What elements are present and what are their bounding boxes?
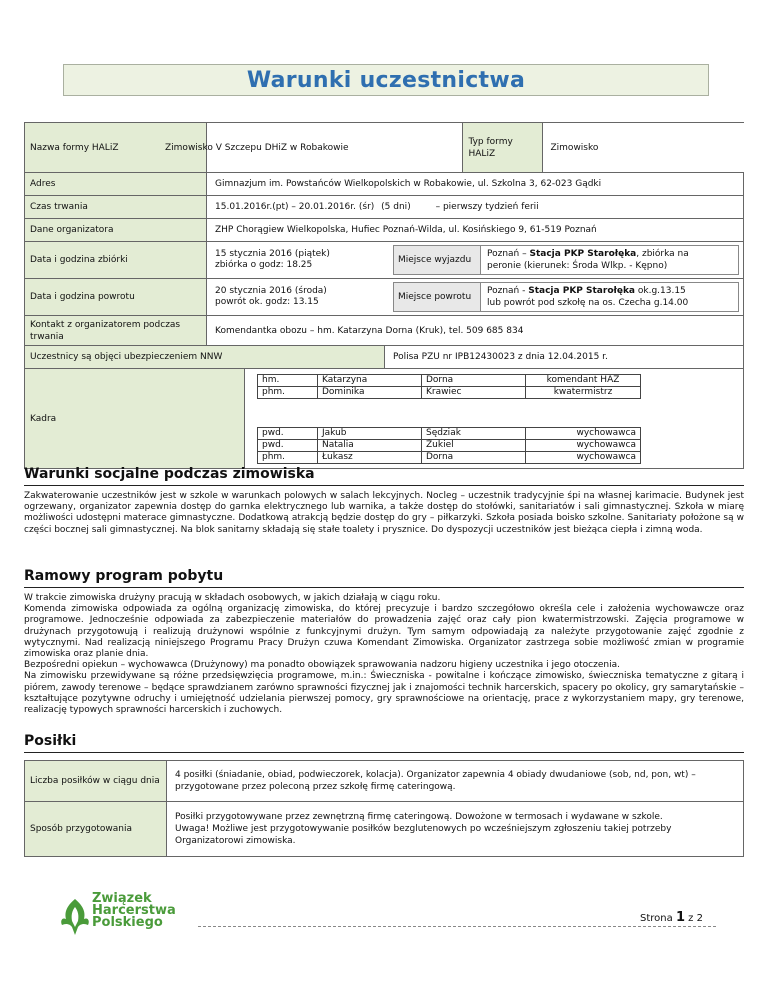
kadra-stopien: phm. — [258, 387, 318, 399]
ubezp-row — [25, 346, 744, 369]
kadra-funkcja: wychowawca — [526, 452, 641, 464]
kadra-nazwisko: Dorna — [422, 452, 526, 464]
powrot-label: Data i godzina powrotu — [25, 279, 207, 316]
ramowy-rule — [24, 587, 744, 588]
ubezp-value: Polisa PZU nr IPB12430023 z dnia 12.04.2015 r. — [393, 352, 608, 362]
typ-value: Zimowisko — [542, 123, 744, 172]
kadra-row — [25, 369, 744, 469]
ramowy-text — [24, 593, 744, 716]
zbiorka-line2: zbiórka o godz: 18.25 — [215, 260, 313, 270]
mpowrot-bold: Stacja PKP Starołęka — [528, 286, 635, 296]
zhp-logo — [58, 893, 188, 945]
wyjazd-line2: peronie (kierunek: Środa Wlkp. - Kępno) — [487, 261, 668, 271]
sposob-line2: Uwaga! Możliwe jest przygotowywanie posiłków bezglutenowych po wcześniejszym zgłoszeniu takiej potrzeby Organizatorowi zimowiska. — [175, 824, 672, 846]
kadra-stopien: hm. — [258, 375, 318, 387]
nazwa-label: Nazwa formy HALiZ — [25, 123, 207, 173]
kadra-row-2 — [258, 428, 641, 440]
ramowy-line: W trakcie zimowiska drużyny pracują w składach osobowych, w jakich działają w ciągu roku. — [24, 593, 441, 603]
meal-table — [24, 760, 744, 857]
liczba-label: Liczba posiłków w ciągu dnia — [25, 761, 167, 802]
mpowrot-value — [481, 282, 739, 312]
logo-line3: Polskiego — [92, 915, 163, 930]
czas-days: (5 dni) — [381, 202, 411, 212]
org-label: Dane organizatora — [25, 219, 207, 242]
mpowrot-pre: Poznań - — [487, 286, 529, 296]
kadra-row-3 — [258, 440, 641, 452]
zbiorka-row — [207, 242, 744, 279]
wyjazd-pre: Poznań – — [487, 249, 530, 259]
typ-label: Typ formy HALiZ — [462, 123, 542, 172]
kadra-bottom-table — [257, 427, 641, 464]
logo-line2: Harcerstwa — [92, 903, 176, 918]
zbiorka-value — [215, 249, 393, 271]
kadra-funkcja: wychowawca — [526, 428, 641, 440]
czas-value — [207, 196, 744, 219]
kadra-nazwisko: Dorna — [422, 375, 526, 387]
kadra-funkcja: wychowawca — [526, 440, 641, 452]
page-total: z 2 — [688, 913, 703, 924]
posilki-rule — [24, 752, 744, 753]
sposob-value — [167, 802, 744, 857]
posilki-heading: Posiłki — [24, 733, 77, 749]
lily-icon — [58, 897, 92, 937]
adres-label: Adres — [25, 173, 207, 196]
logo-line1: Związek — [92, 891, 152, 906]
page-current: 1 — [675, 910, 685, 925]
page-number — [640, 910, 703, 925]
czas-label: Czas trwania — [25, 196, 207, 219]
kadra-funkcja: kwatermistrz — [526, 387, 641, 399]
title-box — [63, 64, 709, 96]
kadra-stopien: phm. — [258, 452, 318, 464]
kadra-row-0 — [258, 375, 641, 387]
czas-dates: 15.01.2016r.(pt) – 20.01.2016r. (śr) — [215, 202, 375, 212]
kadra-row-1 — [258, 387, 641, 399]
kadra-stopien: pwd. — [258, 440, 318, 452]
wyjazd-post: , zbiórka na — [636, 249, 689, 259]
liczba-value: 4 posiłki (śniadanie, obiad, podwieczorek, kolacja). Organizator zapewnia 4 obiady dwudaniowe (sob, nd, pon, wt) – przygotowane przez poleconą przez szkołę firmę cateringową. — [167, 761, 744, 802]
wyjazd-label: Miejsce wyjazdu — [393, 245, 481, 275]
kadra-imie: Natalia — [318, 440, 422, 452]
kontakt-label: Kontakt z organizatorem podczas trwania — [25, 316, 207, 346]
kadra-funkcja: komendant HAZ — [526, 375, 641, 387]
powrot-value — [215, 286, 393, 308]
ubezp-label: Uczestnicy są objęci ubezpieczeniem NNW — [25, 346, 385, 368]
mpowrot-label: Miejsce powrotu — [393, 282, 481, 312]
warunki-text: Zakwaterowanie uczestników jest w szkole w warunkach polowych w salach lekcyjnych. Nocleg – uczestnik tradycyjnie śpi na własnej karimacie. Budynek jest ogrzewany, organizator zapewnia dostęp do garnka elektrycznego lub warnika, a także dostęp do stołówki, sanitariatów i sali gimnastycznej. Szkoła w miarę możliwości udostępni materace gimnastyczne. Dodatkową atrakcją będzie dostęp do gry – piłkarzyki. Szkoła posiada boisko szkolne. Sanitariaty położone są w części bocznej sali gimnastycznej. Na blok sanitarny składają się stałe toalety i prysznice. Do dyspozycji uczestników jest bieżąca ciepła i zimną woda. — [24, 491, 744, 535]
kadra-nazwisko: Krawiec — [422, 387, 526, 399]
zbiorka-label: Data i godzina zbiórki — [25, 242, 207, 279]
page-title: Warunki uczestnictwa — [246, 67, 526, 93]
powrot-line1: 20 stycznia 2016 (środa) — [215, 286, 327, 296]
warunki-heading: Warunki socjalne podczas zimowiska — [24, 466, 315, 482]
kadra-top-table — [257, 374, 641, 399]
ramowy-line: Komenda zimowiska odpowiada za ogólną organizację zimowiska, do której precyzuje i bardzo szczegółowo określa cele i założenia wychowawcze oraz programowe. Jednocześnie odpowiada za zabezpieczenie materiałów do prowadzenia zajęć oraz cały pion kwatermistrzowski. Zajęcia programowe w drużynach przygotowują i realizują drużynowi wspólnie z funkcyjnymi drużyn. Tym samym odpowiadają za należyte przygotowanie zajęć zgodnie z wytycznymi. Nad realizacją niniejszego Programu Pracy Drużyn czuwa Komendant Zimowiska. Organizator zastrzega sobie możliwość zmian w programie zimowiska oraz planie dnia. — [24, 604, 744, 660]
nazwa-value-text: Zimowisko V Szczepu DHiZ w Robakowie — [165, 142, 349, 153]
nazwa-row — [165, 123, 744, 173]
mpowrot-line2: lub powrót pod szkołę na os. Czecha g.14.00 — [487, 298, 689, 308]
ramowy-line: Na zimowisku przewidywane są różne przedsięwzięcia programowe, m.in.: Świeczniska - powitalne i kończące zimowisko, świeczniska tematyczne z gitarą i piórem, zawody terenowe – będące sprawdzianem zarówno sprawności fizycznej jak i znajomości technik harcerskich, spacery po okolicy, gry samarytańskie – kształtujące pozytywne odruchy i umiejętność udzielania pierwszej pomocy, gry sprawnościowe na orientację, prace z wykorzystaniem mapy, gry terenowe, realizację typowych sprawności harcerskich i zuchowych. — [24, 671, 744, 716]
kadra-row-4 — [258, 452, 641, 464]
kadra-nazwisko: Sędziak — [422, 428, 526, 440]
adres-value: Gimnazjum im. Powstańców Wielkopolskich w Robakowie, ul. Szkolna 3, 62-023 Gądki — [207, 173, 744, 196]
kontakt-value: Komendantka obozu – hm. Katarzyna Dorna (Kruk), tel. 509 685 834 — [207, 316, 744, 346]
kadra-content — [245, 369, 743, 468]
sposob-line1: Posiłki przygotowywane przez zewnętrzną firmę cateringową. Dowożone w termosach i wydawane w szkole. — [175, 812, 663, 822]
ramowy-heading: Ramowy program pobytu — [24, 568, 224, 584]
info-table — [24, 122, 744, 469]
wyjazd-bold: Stacja PKP Starołęka — [529, 249, 637, 259]
kadra-nazwisko: Żukiel — [422, 440, 526, 452]
logo-text — [92, 893, 176, 929]
kadra-imie: Jakub — [318, 428, 422, 440]
org-value: ZHP Chorągiew Wielkopolska, Hufiec Poznań-Wilda, ul. Kosińskiego 9, 61-519 Poznań — [207, 219, 744, 242]
page-label: Strona — [640, 913, 673, 924]
kadra-stopien: pwd. — [258, 428, 318, 440]
footer-rule — [198, 926, 716, 927]
powrot-line2: powrót ok. godz: 13.15 — [215, 297, 319, 307]
kadra-imie: Katarzyna — [318, 375, 422, 387]
powrot-row — [207, 279, 744, 316]
kadra-label: Kadra — [25, 369, 245, 468]
wyjazd-value — [481, 245, 739, 275]
czas-note: – pierwszy tydzień ferii — [435, 202, 539, 212]
zbiorka-line1: 15 stycznia 2016 (piątek) — [215, 249, 330, 259]
nazwa-value — [165, 123, 462, 172]
mpowrot-post: ok.g.13.15 — [635, 286, 686, 296]
kadra-imie: Łukasz — [318, 452, 422, 464]
warunki-rule — [24, 485, 744, 486]
kadra-imie: Dominika — [318, 387, 422, 399]
sposob-label: Sposób przygotowania — [25, 802, 167, 857]
ramowy-line: Bezpośredni opiekun – wychowawca (Drużynowy) ma ponadto obowiązek sprawowania nadzoru higieny uczestnika i jego otoczenia. — [24, 660, 620, 671]
